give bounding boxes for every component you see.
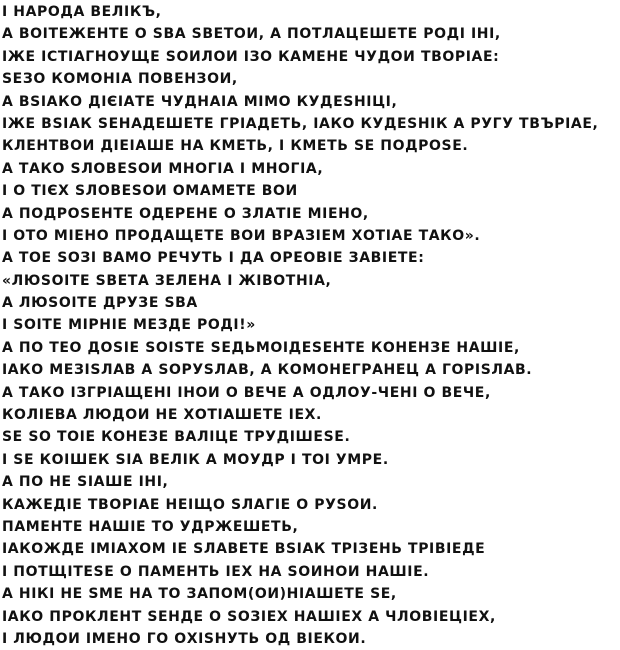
text-line: А ПО ТЕО ДОЅІЕ ЅОІЅТЕ ЅЕДЬМОІДЕЅЕНТЕ КОНЕНЗЕ НАШІЕ,	[2, 339, 520, 356]
text-line: ІЖЕ ВЅІАК ЅЕНАДЕШЕТЕ ГРІАДЕТЬ, ІАКО КУДЕЅНІК А РУГУ ТВЪРІАЕ,	[2, 115, 599, 132]
text-line: КОЛІЕВА ЛЮДОИ НЕ ХОТІАШЕТЕ ІЕХ.	[2, 407, 322, 424]
text-line: КЛЕНТВОИ ДІЕІАШЕ НА КМЕТЬ, І КМЕТЬ ЅЕ ПОДРОЅЕ.	[2, 138, 469, 155]
text-line: «ЛЮЅОІТЕ ЅВЕТА ЗЕЛЕНА І ЖІВОТНІА,	[2, 272, 332, 289]
text-line: І О ТІЄХ ЅЛОВЕЅОИ ОМАМЕТЕ ВОИ	[2, 183, 298, 200]
document-text	[2, 1, 618, 650]
text-line: І ЅОІТЕ МІРНІЕ МЕЗДЕ РОДІ!»	[2, 317, 256, 334]
text-line: А ПОДРОЅЕНТЕ ОДЕРЕНЕ О ЗЛАТІЕ МІЕНО,	[2, 205, 369, 222]
text-line: ЅЕ ЅО ТОІЕ КОНЕЗЕ ВАЛІЦЕ ТРУДІШЕЅЕ.	[2, 429, 351, 446]
text-line: ІАКОЖДЕ ІМІАХОМ ІЕ ЅЛАВЕТЕ ВЅІАК ТРІЗЕНЬ ТРІВІЕДЕ	[2, 541, 486, 558]
text-line: ІАКО ПРОКЛЕНТ ЅЕНДЕ О ЅОЗІЕХ НАШІЕХ А ЧЛОВІЕЦІЕХ,	[2, 608, 496, 625]
text-line: ЅЕЗО КОМОНІА ПОВЕНЗОИ,	[2, 71, 238, 88]
text-line: І ПОТЩІТЕЅЕ О ПАМЕНТЬ ІЕХ НА ЅОИНОИ НАШІЕ.	[2, 563, 430, 580]
text-line: А ТОЕ ЅОЗІ ВАМО РЕЧУТЬ І ДА ОРЕОВІЕ ЗАВІЕТЕ:	[2, 250, 425, 267]
text-line: ІАКО МЕЗІЅЛАВ А ЅОРУЅЛАВ, А КОМОНЕГРАНЕЦ А ГОРІЅЛАВ.	[2, 362, 533, 379]
text-line: А ВОІТЕЖЕНТЕ О ЅВА ЅВЕТОИ, А ПОТЛАЦЕШЕТЕ РОДІ ІНІ,	[2, 26, 501, 43]
text-line: А ЛЮЅОІТЕ ДРУЗЕ ЅВА	[2, 295, 198, 312]
text-line: ІЖЕ ІСТІАГНОУЩЕ ЅОИЛОИ ІЗО КАМЕНЕ ЧУДОИ ТВОРІАЕ:	[2, 48, 500, 65]
text-line: А ВЅІАКО ДІЄІАТЕ ЧУДНАІА МІМО КУДЕЅНІЦІ,	[2, 93, 398, 110]
text-line: І ЛЮДОИ ІМЕНО ГО ОХІЅНУТЬ ОД ВІЕКОИ.	[2, 630, 367, 647]
text-line: А ТАКО ЅЛОВЕЅОИ МНОГІА І МНОГІА,	[2, 160, 324, 177]
text-line: І ЅЕ КОІШЕК ЅІА ВЕЛІК А МОУДР І ТОІ УМРЕ.	[2, 451, 389, 468]
text-line: А НІКІ НЕ ЅМЕ НА ТО ЗАПОМ(ОИ)НІАШЕТЕ ЅЕ,	[2, 586, 397, 603]
text-line: І НАРОДА ВЕЛІКЪ,	[2, 4, 162, 20]
text-line: А ТАКО ІЗГРІАЩЕНІ ІНОИ О ВЕЧЕ А ОДЛОУ-ЧЕНІ О ВЕЧЕ,	[2, 384, 491, 401]
text-line: ПАМЕНТЕ НАШІЕ ТО УДРЖЕШЕТЬ,	[2, 518, 299, 535]
text-line: І ОТО МІЕНО ПРОДАЩЕТЕ ВОИ ВРАЗІЕМ ХОТІАЕ ТАКО».	[2, 227, 481, 244]
text-line: А ПО НЕ ЅІАШЕ ІНІ,	[2, 474, 169, 491]
text-line: КАЖЕДІЕ ТВОРІАЕ НЕІЩО ЅЛАГІЕ О РУЅОИ.	[2, 496, 378, 513]
